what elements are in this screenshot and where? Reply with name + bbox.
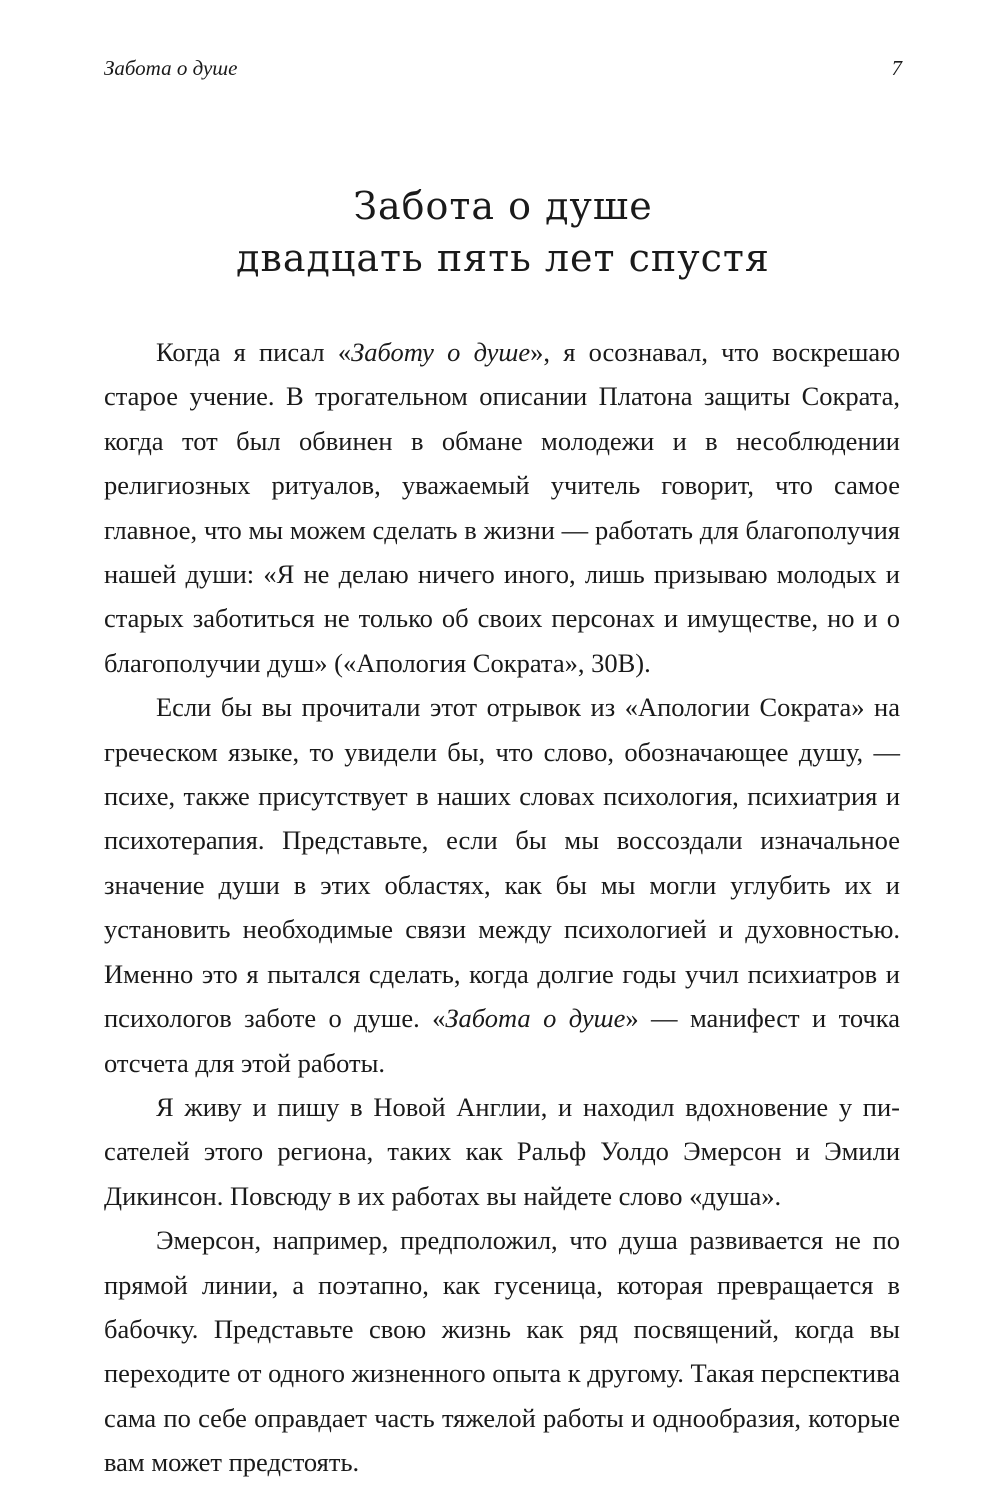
paragraph-1-text-a: Когда я писал « <box>156 337 352 367</box>
paragraph-4-text: Эмерсон, например, предположил, что душа развивается не по прямой линии, а поэтапно, как гусеница, которая превращается в бабочку. Представьте свою жизнь как ряд посвящений, когда вы переходите от одного жизненного опыта к другому. Такая перспектива сама по себе оправдает часть тяжелой работы и однообразия, которые вам может предстоять. <box>104 1225 900 1478</box>
running-header <box>104 56 902 86</box>
paragraph-2-book-title: Забота о душе <box>445 1003 626 1034</box>
paragraph-2-text-b: » — манифест и точка отсчета для этой работы. <box>104 1003 900 1078</box>
paragraph-3-text: Я живу и пишу в Новой Англии, и находил вдохновение у писателей этого региона, таких как Ральф Уолдо Эмерсон и Эмили Дикинсон. Повсюду в их работах вы найдете слово «душа». <box>104 1091 900 1211</box>
chapter-title <box>104 180 902 284</box>
body-text <box>104 330 900 1485</box>
paragraph-2-text-a: Если бы вы прочитали этот отрывок из «Апологии Сократа» на греческом языке, то увидели бы, что слово, обозначающее душу, — психе, также присутствует в наших словах психология, психиатрия и психотерапия. Представьте, если бы мы воссоздали изначальное значение души в этих областях, как бы мы могли углубить их и установить необходимые связи между психологией и духовностью. Именно это я пытался сделать, когда долгие годы учил психиатров и психологов заботе о душе. « <box>104 692 900 1034</box>
paragraph-1-book-title: Заботу о душе <box>351 337 531 367</box>
paragraph-2 <box>104 685 900 1085</box>
chapter-title-line-1: Забота о душе <box>353 184 653 228</box>
running-title: Забота о душе <box>104 56 238 80</box>
paragraph-4 <box>104 1218 900 1484</box>
page-number: 7 <box>891 56 902 80</box>
chapter-title-line-2: двадцать пять лет спустя <box>236 236 770 280</box>
paragraph-1-text-b: », я осознавал, что воскрешаю старое учение. В трогательном описании Платона защиты Сократа, когда тот был обвинен в обмане молодежи и в несоблюдении религиозных ритуалов, уважаемый учитель говорит, что самое главное, что мы можем сделать в жизни — работать для благополучия нашей души: «Я не делаю ничего иного, лишь призываю молодых и старых заботиться не только об своих персонах и имуществе, но и о благополучии душ» («Апология Сократа», 30B). <box>104 337 900 678</box>
paragraph-3 <box>104 1085 900 1218</box>
paragraph-1 <box>104 330 900 685</box>
